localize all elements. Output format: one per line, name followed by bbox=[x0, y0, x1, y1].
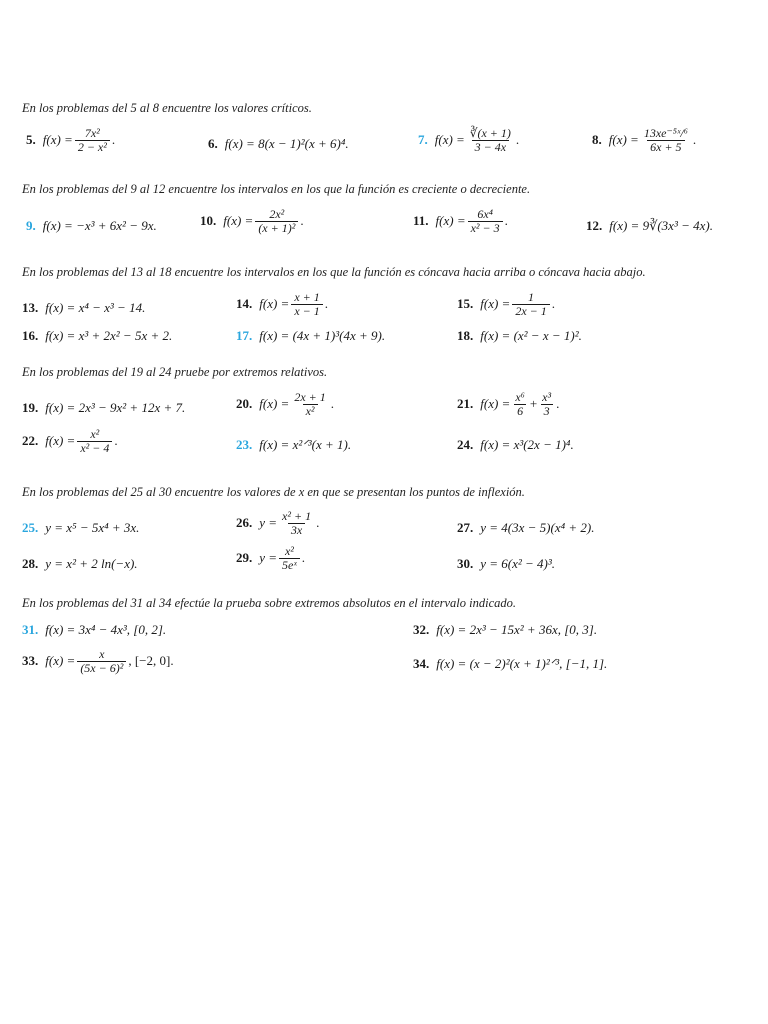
problem-lhs: f(x) = bbox=[259, 296, 290, 312]
problem-tail: . bbox=[515, 132, 520, 148]
problem-number: 30. bbox=[457, 556, 474, 571]
problem-expression: y = 6(x² − 4)³. bbox=[480, 556, 556, 571]
problem-number: 19. bbox=[22, 400, 39, 415]
problem-19 bbox=[22, 400, 185, 416]
problem-number: 7. bbox=[418, 132, 428, 148]
numerator: x⁶ bbox=[515, 390, 525, 404]
problem-lhs: y = bbox=[259, 550, 278, 566]
problem-lhs: f(x) = bbox=[45, 653, 76, 669]
problem-number: 17. bbox=[236, 328, 253, 343]
problem-lhs: f(x) = bbox=[480, 396, 511, 412]
problem-expression: y = x² + 2 ln(−x). bbox=[45, 556, 138, 571]
problem-number: 20. bbox=[236, 396, 253, 412]
problem-number: 26. bbox=[236, 515, 253, 531]
problem-lhs: f(x) = bbox=[223, 213, 254, 229]
denominator: 2 − x² bbox=[75, 140, 110, 154]
fraction bbox=[641, 127, 691, 153]
problem-29 bbox=[236, 545, 305, 571]
problem-number: 5. bbox=[26, 132, 36, 148]
problem-lhs: f(x) = bbox=[259, 396, 290, 412]
problem-33 bbox=[22, 648, 174, 674]
section-heading-25-30: En los problemas del 25 al 30 encuentre los valores de x en que se presentan los puntos de inflexión. bbox=[22, 485, 525, 499]
numerator: x² bbox=[90, 427, 100, 441]
problem-expression: f(x) = x³ + 2x² − 5x + 2. bbox=[45, 328, 173, 343]
problem-number: 14. bbox=[236, 296, 253, 312]
problem-tail: . bbox=[301, 550, 306, 566]
problem-tail: , [−2, 0]. bbox=[128, 653, 174, 669]
problem-number: 27. bbox=[457, 520, 474, 535]
problem-number: 12. bbox=[586, 218, 603, 233]
problem-34 bbox=[413, 656, 607, 672]
problem-number: 29. bbox=[236, 550, 253, 566]
section-heading-19-24: En los problemas del 19 al 24 pruebe por extremos relativos. bbox=[22, 365, 328, 379]
denominator: (x + 1)² bbox=[255, 221, 298, 235]
problem-number: 25. bbox=[22, 520, 39, 535]
numerator: 2x² bbox=[269, 207, 285, 221]
problem-number: 28. bbox=[22, 556, 39, 571]
problem-expression: f(x) = 2x³ − 9x² + 12x + 7. bbox=[45, 400, 186, 415]
denominator: x − 1 bbox=[291, 304, 322, 318]
section-heading-5-8: En los problemas del 5 al 8 encuentre los valores críticos. bbox=[22, 101, 312, 115]
problem-expression: f(x) = 2x³ − 15x² + 36x, [0, 3]. bbox=[436, 622, 598, 637]
problem-7 bbox=[418, 127, 519, 153]
problem-lhs: f(x) = bbox=[434, 132, 465, 148]
problem-number: 6. bbox=[208, 136, 218, 151]
problem-tail: . bbox=[556, 396, 560, 412]
problem-number: 23. bbox=[236, 437, 253, 452]
fraction bbox=[512, 391, 528, 417]
problem-tail: . bbox=[324, 296, 328, 312]
problem-lhs: f(x) = bbox=[45, 433, 76, 449]
fraction bbox=[77, 648, 126, 674]
problem-9 bbox=[26, 218, 157, 234]
problem-26 bbox=[236, 510, 319, 536]
problem-25 bbox=[22, 520, 139, 536]
problem-30 bbox=[457, 556, 555, 572]
numerator: 1 bbox=[528, 290, 535, 304]
problem-28 bbox=[22, 556, 138, 572]
fraction bbox=[279, 545, 300, 571]
plus-sign: + bbox=[529, 396, 538, 412]
problem-number: 11. bbox=[413, 213, 429, 229]
problem-tail: . bbox=[111, 132, 116, 148]
problem-expression: f(x) = 9∛(3x³ − 4x). bbox=[609, 218, 713, 233]
problem-27 bbox=[457, 520, 594, 536]
numerator: x² bbox=[284, 544, 294, 558]
problem-18 bbox=[457, 328, 582, 344]
problem-tail: . bbox=[504, 213, 508, 229]
denominator: 3 − 4x bbox=[472, 140, 509, 154]
fraction bbox=[291, 391, 328, 417]
fraction bbox=[279, 510, 314, 536]
numerator: x + 1 bbox=[294, 290, 320, 304]
problem-22 bbox=[22, 428, 118, 454]
problem-number: 8. bbox=[592, 132, 602, 148]
problem-number: 21. bbox=[457, 396, 474, 412]
problem-number: 9. bbox=[26, 218, 36, 233]
numerator: ∛(x + 1) bbox=[469, 126, 511, 140]
fraction bbox=[468, 208, 503, 234]
problem-17 bbox=[236, 328, 385, 344]
problem-12 bbox=[586, 218, 713, 234]
problem-expression: f(x) = x⁴ − x³ − 14. bbox=[45, 300, 146, 315]
denominator: 6x + 5 bbox=[647, 140, 684, 154]
problem-6 bbox=[208, 136, 349, 152]
denominator: x² bbox=[303, 404, 318, 418]
numerator: 7x² bbox=[84, 126, 100, 140]
section-heading-31-34: En los problemas del 31 al 34 efectúe la prueba sobre extremos absolutos en el intervalo indicado. bbox=[22, 596, 517, 610]
problem-lhs: f(x) = bbox=[435, 213, 466, 229]
fraction bbox=[75, 127, 110, 153]
problem-10 bbox=[200, 208, 304, 234]
section-heading-13-18: En los problemas del 13 al 18 encuentre los intervalos en los que la función es cóncava hacia arriba o cóncava hacia abajo. bbox=[22, 265, 646, 279]
fraction bbox=[77, 428, 112, 454]
problem-tail: . bbox=[330, 396, 334, 412]
problem-13 bbox=[22, 300, 145, 316]
denominator: 3x bbox=[288, 523, 305, 537]
problem-number: 22. bbox=[22, 433, 39, 449]
section-heading-9-12: En los problemas del 9 al 12 encuentre los intervalos en los que la función es creciente o decreciente. bbox=[22, 182, 531, 196]
denominator: 2x − 1 bbox=[512, 304, 549, 318]
problem-tail: . bbox=[692, 132, 697, 148]
problem-lhs: y = bbox=[259, 515, 278, 531]
problem-expression: f(x) = (4x + 1)³(4x + 9). bbox=[259, 328, 386, 343]
numerator: 13xe⁻⁵ˣ/⁶ bbox=[643, 126, 688, 140]
problem-8 bbox=[592, 127, 696, 153]
numerator: 2x + 1 bbox=[294, 390, 326, 404]
problem-11 bbox=[413, 208, 508, 234]
problem-20 bbox=[236, 391, 334, 417]
problem-16 bbox=[22, 328, 172, 344]
fraction bbox=[512, 291, 549, 317]
problem-31 bbox=[22, 622, 166, 638]
problem-number: 32. bbox=[413, 622, 430, 637]
problem-23 bbox=[236, 437, 351, 453]
problem-number: 24. bbox=[457, 437, 474, 452]
problem-number: 10. bbox=[200, 213, 217, 229]
problem-24 bbox=[457, 437, 574, 453]
fraction bbox=[255, 208, 298, 234]
problem-expression: y = 4(3x − 5)(x⁴ + 2). bbox=[480, 520, 595, 535]
problem-number: 33. bbox=[22, 653, 39, 669]
problem-tail: . bbox=[316, 515, 320, 531]
problem-number: 13. bbox=[22, 300, 39, 315]
problem-21 bbox=[457, 391, 559, 417]
problem-number: 15. bbox=[457, 296, 474, 312]
problem-number: 18. bbox=[457, 328, 474, 343]
denominator: (5x − 6)² bbox=[77, 661, 126, 675]
problem-15 bbox=[457, 291, 555, 317]
problem-32 bbox=[413, 622, 597, 638]
problem-14 bbox=[236, 291, 328, 317]
problem-tail: . bbox=[300, 213, 304, 229]
problem-expression: f(x) = (x² − x − 1)². bbox=[480, 328, 582, 343]
problem-lhs: f(x) = bbox=[480, 296, 511, 312]
problem-expression: f(x) = (x − 2)²(x + 1)²ᐟ³, [−1, 1]. bbox=[436, 656, 608, 671]
problem-expression: f(x) = x²ᐟ³(x + 1). bbox=[259, 437, 352, 452]
problem-number: 34. bbox=[413, 656, 430, 671]
problem-tail: . bbox=[114, 433, 118, 449]
denominator: 3 bbox=[541, 404, 553, 418]
fraction bbox=[539, 391, 554, 417]
denominator: x² − 4 bbox=[77, 441, 112, 455]
problem-5 bbox=[26, 127, 115, 153]
problem-lhs: f(x) = bbox=[42, 132, 73, 148]
problem-number: 16. bbox=[22, 328, 39, 343]
problem-expression: f(x) = 8(x − 1)²(x + 6)⁴. bbox=[224, 136, 349, 151]
problem-tail: . bbox=[551, 296, 555, 312]
denominator: 6 bbox=[514, 404, 526, 418]
problem-expression: y = x⁵ − 5x⁴ + 3x. bbox=[45, 520, 140, 535]
numerator: x² + 1 bbox=[282, 509, 312, 523]
problem-number: 31. bbox=[22, 622, 39, 637]
problem-expression: f(x) = −x³ + 6x² − 9x. bbox=[42, 218, 157, 233]
denominator: 5eˣ bbox=[279, 558, 300, 572]
problem-lhs: f(x) = bbox=[608, 132, 639, 148]
denominator: x² − 3 bbox=[468, 221, 503, 235]
numerator: x bbox=[99, 647, 105, 661]
numerator: 6x⁴ bbox=[477, 207, 493, 221]
problem-expression: f(x) = 3x⁴ − 4x³, [0, 2]. bbox=[45, 622, 167, 637]
numerator: x³ bbox=[542, 390, 552, 404]
fraction bbox=[291, 291, 322, 317]
fraction bbox=[467, 127, 514, 153]
problem-expression: f(x) = x³(2x − 1)⁴. bbox=[480, 437, 574, 452]
